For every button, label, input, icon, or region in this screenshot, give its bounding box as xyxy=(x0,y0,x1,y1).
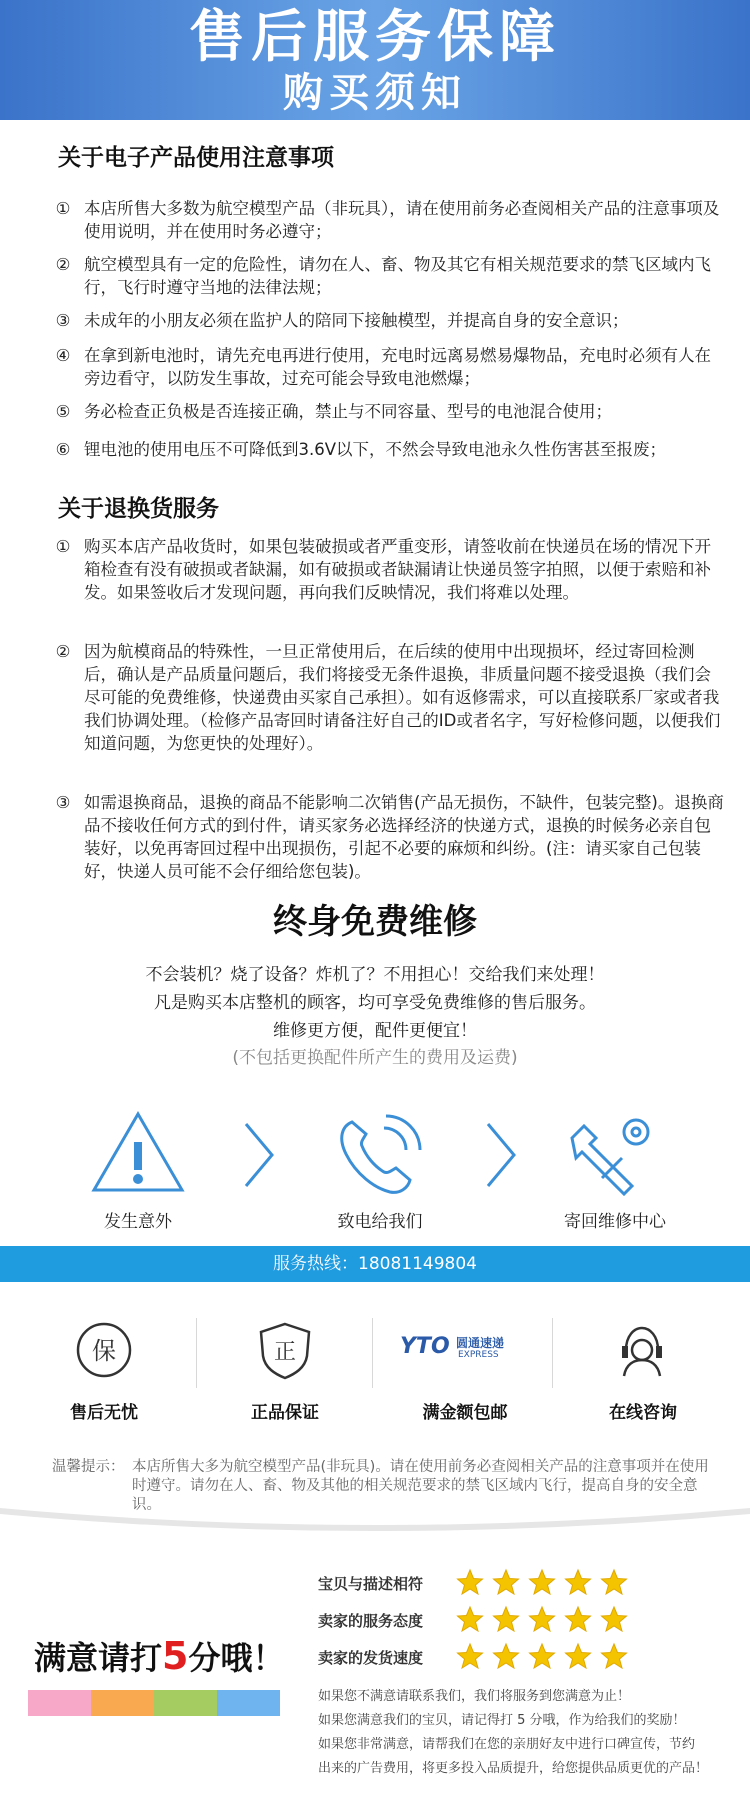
divider xyxy=(196,1318,197,1388)
star-icon xyxy=(456,1568,484,1596)
note-line: 出来的广告费用，将更多投入品质提升，给您提供品质更优的产品！ xyxy=(318,1761,709,1776)
shield-icon xyxy=(255,1320,315,1380)
satisfy-number: 5 xyxy=(162,1634,189,1678)
lifetime-title: 终身免费维修 xyxy=(273,902,477,942)
section-title-returns: 关于退换货服务 xyxy=(58,496,219,522)
rating-label: 卖家的发货速度 xyxy=(318,1649,424,1667)
list-item xyxy=(52,535,724,604)
hotline-bar[interactable]: 服务热线：18081149804 xyxy=(0,1246,750,1282)
item-text: 锂电池的使用电压不可降低到3.6V以下，不然会导致电池永久性伤害甚至报废； xyxy=(84,440,667,459)
promo-line: 维修更方便，配件更便宜！ xyxy=(273,1021,477,1041)
color-swatch xyxy=(28,1690,91,1716)
chevron-right-icon xyxy=(482,1120,522,1190)
note-line: 如果您非常满意，请帮我们在您的亲朋好友中进行口碑宣传，节约 xyxy=(318,1737,696,1752)
svg-text:正: 正 xyxy=(273,1340,297,1365)
star-icon xyxy=(456,1642,484,1670)
list-item xyxy=(52,791,724,883)
star-icon xyxy=(528,1605,556,1633)
promo-note: (不包括更换配件所产生的费用及运费) xyxy=(232,1048,518,1068)
bao-icon xyxy=(74,1320,134,1380)
rating-label: 卖家的服务态度 xyxy=(318,1612,424,1630)
star-icon xyxy=(564,1605,592,1633)
divider xyxy=(552,1318,553,1388)
section-title-electronics: 关于电子产品使用注意事项 xyxy=(58,145,334,171)
star-icon xyxy=(600,1605,628,1633)
step-label: 寄回维修中心 xyxy=(564,1212,666,1232)
star-rating xyxy=(456,1605,636,1635)
promo-line: 不会装机？烧了设备？炸机了？不用担心！交给我们来处理！ xyxy=(145,965,605,985)
satisfy-suffix: 分哦！ xyxy=(188,1639,285,1677)
item-number: ② xyxy=(55,255,71,274)
satisfy-slogan xyxy=(34,1636,284,1678)
chevron-right-icon xyxy=(240,1120,280,1190)
star-icon xyxy=(600,1642,628,1670)
star-icon xyxy=(492,1605,520,1633)
list-item xyxy=(52,253,724,299)
svg-text:保: 保 xyxy=(92,1337,116,1365)
item-text: 如需退换商品，退换的商品不能影响二次销售(产品无损伤，不缺件，包装完整)。退换商品不接收任何方式的到付件，请买家务必选择经济的快递方式，退换的时候务必亲自包装好，以免再寄回过程中出现损伤，引起不必要的麻烦和纠纷。(注：请买家自己包装好，快递人员可能不会仔细给您包装)。 xyxy=(84,793,724,881)
item-number: ② xyxy=(55,642,71,661)
star-icon xyxy=(492,1642,520,1670)
star-icon xyxy=(600,1568,628,1596)
banner-title: 售后服务保障 xyxy=(189,5,561,70)
service-label: 在线咨询 xyxy=(609,1403,677,1423)
divider xyxy=(372,1318,373,1388)
list-item xyxy=(52,400,724,423)
headset-icon xyxy=(612,1320,672,1380)
color-swatch xyxy=(217,1690,280,1716)
yto-logo xyxy=(400,1332,530,1368)
yto-logo-mark: YTO xyxy=(400,1334,450,1359)
item-text: 在拿到新电池时，请先充电再进行使用，充电时远离易燃易爆物品，充电时必须有人在旁边看守，以防发生事故，过充可能会导致电池燃爆； xyxy=(84,346,711,388)
note-line: 如果您不满意请联系我们，我们将服务到您满意为止！ xyxy=(318,1689,631,1704)
item-number: ④ xyxy=(55,346,71,365)
satisfy-prefix: 满意请打 xyxy=(34,1639,163,1677)
note-line: 如果您满意我们的宝贝，请记得打 5 分哦，作为给我们的奖励！ xyxy=(318,1713,686,1728)
warning-icon xyxy=(88,1108,188,1198)
item-text: 本店所售大多数为航空模型产品（非玩具），请在使用前务必查阅相关产品的注意事项及使用说明，并在使用时务必遵守； xyxy=(84,199,720,241)
tip-text: 本店所售大多为航空模型产品(非玩具)。请在使用前务必查阅相关产品的注意事项并在使用时遵守。请勿在人、畜、物及其他的相关规范要求的禁飞区域内飞行，提高自身的安全意识。 xyxy=(132,1459,709,1513)
star-icon xyxy=(456,1605,484,1633)
color-swatch xyxy=(154,1690,217,1716)
item-number: ③ xyxy=(55,311,71,330)
item-number: ③ xyxy=(55,793,71,812)
item-number: ① xyxy=(55,537,71,556)
list-item xyxy=(52,309,724,332)
item-number: ① xyxy=(55,199,71,218)
item-text: 务必检查正负极是否连接正确，禁止与不同容量、型号的电池混合使用； xyxy=(84,402,612,421)
star-icon xyxy=(528,1642,556,1670)
curve-divider xyxy=(0,1508,750,1538)
yto-logo-text: 圆通速递 xyxy=(456,1336,505,1350)
star-rating xyxy=(456,1568,636,1598)
service-label: 售后无忧 xyxy=(70,1403,138,1423)
color-bar xyxy=(28,1690,280,1716)
star-rating xyxy=(456,1642,636,1672)
star-icon xyxy=(564,1642,592,1670)
list-item xyxy=(52,344,724,390)
star-icon xyxy=(492,1568,520,1596)
banner-subtitle: 购买须知 xyxy=(283,70,467,116)
promo-line: 凡是购买本店整机的顾客，均可享受免费维修的售后服务。 xyxy=(154,993,596,1013)
step-label: 致电给我们 xyxy=(337,1212,423,1232)
item-text: 航空模型具有一定的危险性，请勿在人、畜、物及其它有相关规范要求的禁飞区域内飞行，飞行时遵守当地的法律法规； xyxy=(84,255,711,297)
item-text: 因为航模商品的特殊性，一旦正常使用后，在后续的使用中出现损坏，经过寄回检测后，确认是产品质量问题后，我们将接受无条件退换，非质量问题不接受退换（我们会尽可能的免费维修，快递费由买家自己承担）。如有返修需求，可以直接联系厂家或者我我们协调处理。（检修产品寄回时请备注好自己的ID或者名字，写好检修问题，以便我们知道问题，为您更快的处理好）。 xyxy=(84,642,721,753)
phone-icon xyxy=(330,1108,430,1198)
list-item xyxy=(52,438,724,461)
list-item xyxy=(52,197,724,243)
item-number: ⑥ xyxy=(55,440,71,459)
tip-label: 温馨提示： xyxy=(52,1459,125,1475)
warm-tip xyxy=(52,1458,712,1515)
color-swatch xyxy=(91,1690,154,1716)
list-item xyxy=(52,640,724,755)
service-label: 正品保证 xyxy=(251,1403,319,1423)
yto-logo-sub: EXPRESS xyxy=(458,1350,499,1360)
item-text: 购买本店产品收货时，如果包装破损或者严重变形，请签收前在快递员在场的情况下开箱检查有没有破损或者缺漏，如有破损或者缺漏请让快递员签字拍照，以便于索赔和补发。如果签收后才发现问题，再向我们反映情况，我们将难以处理。 xyxy=(84,537,711,602)
item-number: ⑤ xyxy=(55,402,71,421)
header-banner xyxy=(0,0,750,120)
star-icon xyxy=(564,1568,592,1596)
star-icon xyxy=(528,1568,556,1596)
rating-label: 宝贝与描述相符 xyxy=(318,1575,424,1593)
tools-icon xyxy=(562,1108,662,1198)
step-label: 发生意外 xyxy=(104,1212,172,1232)
service-label: 满金额包邮 xyxy=(422,1403,508,1423)
item-text: 未成年的小朋友必须在监护人的陪同下接触模型，并提高自身的安全意识； xyxy=(84,311,629,330)
